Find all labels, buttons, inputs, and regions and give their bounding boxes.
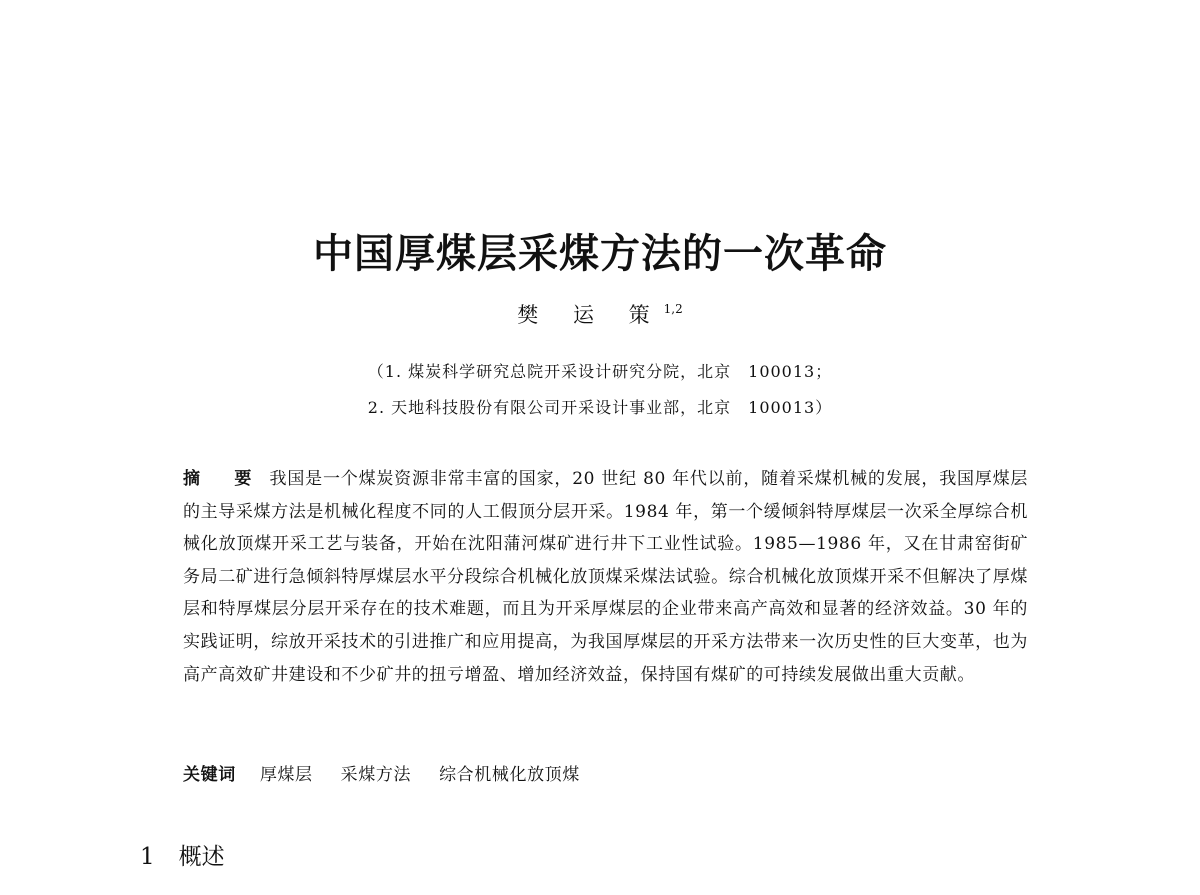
keyword-item: 采煤方法 — [340, 765, 412, 785]
affiliation-1: （1. 煤炭科学研究总院开采设计研究分院，北京 100013； — [367, 362, 833, 381]
keywords — [183, 760, 602, 785]
author-name: 樊 运 策 — [517, 303, 664, 327]
abstract-label: 摘 要 — [183, 469, 266, 489]
abstract-text: 我国是一个煤炭资源非常丰富的国家，20 世纪 80 年代以前，随着采煤机械的发展，我国厚煤层的主导采煤方法是机械化程度不同的人工假顶分层开采。1984 年，第一个缓倾斜特厚煤层一次采全厚综合机械化放顶煤开采工艺与装备，开始在沈阳蒲河煤矿进行井下工业性试验。1985—1986 年，又在甘肃窑街矿务局二矿进行急倾斜特厚煤层水平分段综合机械化放顶煤采煤法试验。综合机械化放顶煤开采不但解决了厚煤层和特厚煤层分层开采存在的技术难题，而且为开采厚煤层的企业带来高产高效和显著的经济效益。30 年的实践证明，综放开采技术的引进推广和应用提高，为我国厚煤层的开采方法带来一次历史性的巨大变革，也为高产高效矿井建设和不少矿井的扭亏增盈、增加经济效益，保持国有煤矿的可持续发展做出重大贡献。 — [183, 469, 1029, 685]
abstract — [183, 463, 1028, 691]
keyword-item: 厚煤层 — [259, 765, 313, 785]
author-line — [0, 299, 1200, 329]
section-title: 概述 — [178, 844, 225, 870]
affiliation-2: 2. 天地科技股份有限公司开采设计事业部，北京 100013） — [367, 398, 833, 417]
keyword-item: 综合机械化放顶煤 — [439, 765, 580, 785]
section-heading — [140, 838, 225, 871]
section-number: 1 — [140, 844, 155, 870]
keywords-label: 关键词 — [183, 765, 236, 785]
paper-title: 中国厚煤层采煤方法的一次革命 — [313, 231, 887, 277]
author-affiliation-marker: 1,2 — [663, 302, 683, 316]
